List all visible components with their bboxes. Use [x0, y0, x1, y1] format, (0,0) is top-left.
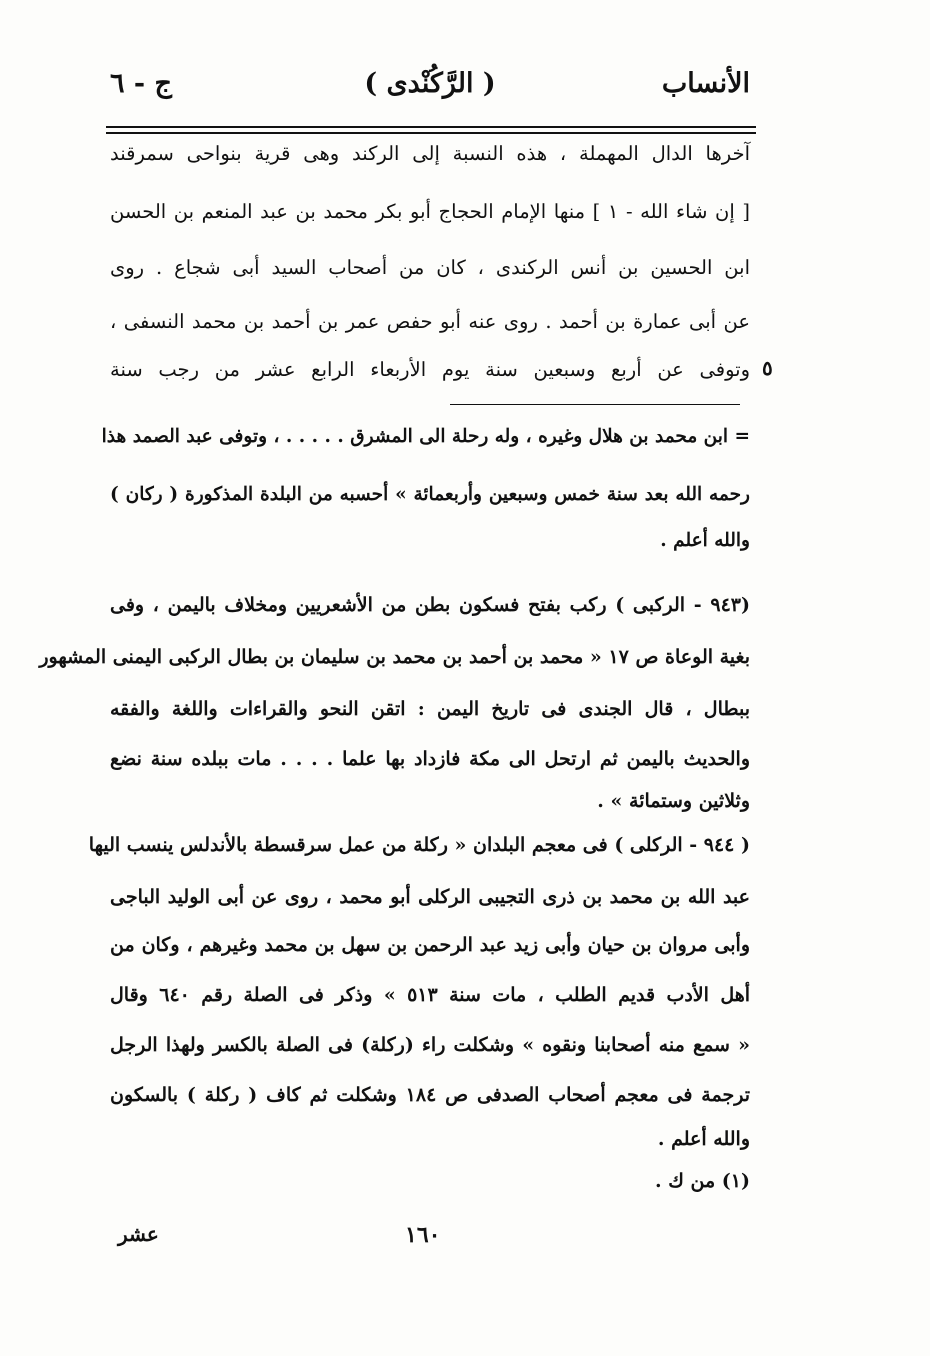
footnote-line: وأبى مروان بن حيان وأبى زيد عبد الرحمن بن سهل بن محمد وغيرهم ، وكان من [110, 934, 750, 956]
footnote-line: ( ٩٤٤ - الركلى ) فى معجم البلدان « ركلة من عمل سرقسطة بالأندلس ينسب اليها [88, 834, 750, 856]
footnote-line: عبد الله بن محمد بن ذرى التجيبى الركلى أبو محمد ، روى عن أبى الوليد الباجى [110, 886, 750, 908]
footnote-line: ترجمة فى معجم أصحاب الصدفى ص ١٨٤ وشكلت ثم كاف ( ركلة ) بالسكون [110, 1084, 750, 1106]
footnote-line: وثلاثين وستمائة » . [597, 790, 750, 812]
footnote-line: أهل الأدب قديم الطلب ، مات سنة ٥١٣ » وذكر فى الصلة رقم ٦٤٠ وقال [110, 984, 751, 1006]
footnote-line: (٩٤٣ - الركبى ) ركب بفتح فسكون بطن من الأشعريين ومخلاف باليمن ، وفى [110, 594, 750, 616]
footnote-line: والله أعلم . [660, 530, 750, 551]
footnote-line: « سمع منه أصحابنا ونقوه » وشكلت راء (ركلة) فى الصلة بالكسر ولهذا الرجل [110, 1034, 750, 1056]
header-rule-bottom [106, 132, 756, 134]
footnote-line: والحديث باليمن ثم ارتحل الى مكة فازداد بها علما . . . . مات ببلده سنة نضع [110, 748, 750, 770]
header-title: الأنساب [661, 68, 750, 99]
footnote-line: رحمه الله بعد سنة خمس وسبعين وأربعمائة » أحسبه من البلدة المذكورة ( ركان ) [110, 484, 750, 505]
main-line: ابن الحسين بن أنس الركندى ، كان من أصحاب السيد أبى شجاع . روى [110, 256, 750, 279]
footnote-separator [450, 404, 740, 405]
page-number: ١٦٠ [405, 1222, 441, 1248]
footnote-line: والله أعلم . [657, 1128, 750, 1150]
header-entry: ( الرَّكُنْدى ) [364, 68, 496, 99]
printer-signature: عشر [118, 1222, 159, 1246]
main-line: [ إن شاء الله - ١ ] منها الإمام الحجاج أبو بكر محمد بن عبد المنعم بن الحسن [110, 200, 750, 223]
main-line: وتوفى عن أربع وسبعين سنة يوم الأربعاء الرابع عشر من رجب سنة [110, 358, 750, 381]
footnote-line: ببطال ، قال الجندى فى تاريخ اليمن : اتقن النحو والقراءات واللغة والفقه [110, 698, 750, 720]
header-rule-top [106, 126, 756, 128]
footnote-line: بغية الوعاة ص ١٧ « محمد بن أحمد بن محمد بن سليمان بن بطال الركبى اليمنى المشهور [39, 646, 750, 668]
header-volume: ج - ٦ [110, 68, 172, 99]
footnote-line: = ابن محمد بن هلال وغيره ، وله رحلة الى المشرق . . . . . ، وتوفى عبد الصمد هذا [101, 426, 750, 447]
line-number: ٥ [762, 356, 773, 380]
footnote-line: (١) من ك . [655, 1170, 750, 1192]
main-line: آخرها الدال المهملة ، هذه النسبة إلى الركند وهى قرية بنواحى سمرقند [110, 142, 750, 165]
running-header [110, 68, 750, 118]
main-line: عن أبى عمارة بن أحمد . روى عنه أبو حفص عمر بن أحمد بن محمد النسفى ، [110, 310, 750, 333]
